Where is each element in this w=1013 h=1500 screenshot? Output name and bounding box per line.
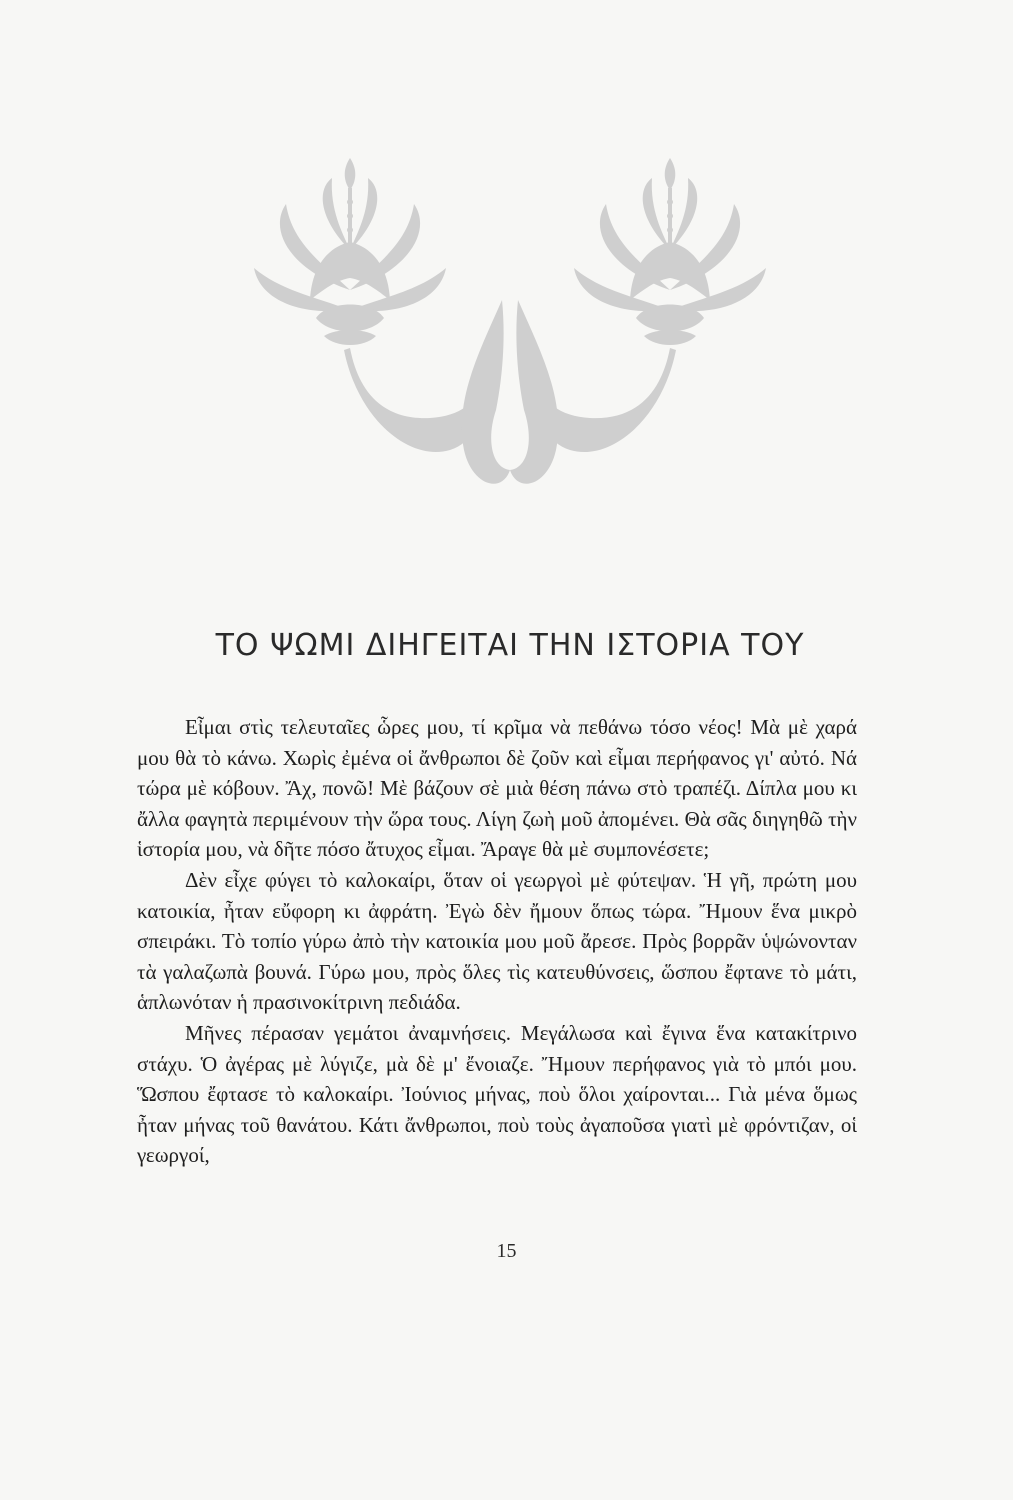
paragraph: Μῆνες πέρασαν γεμάτοι ἀναμνήσεις. Μεγάλωσα καὶ ἔγινα ἕνα κατακίτρινο στάχυ. Ὁ ἀγέρας μὲ λύγιζε, μὰ δὲ μ' ἔνοιαζε. Ἤμουν περήφανος γιὰ τὸ μπόι μου. Ὥσπου ἔφτασε τὸ καλοκαίρι. Ἰούνιος μήνας, ποὺ ὅλοι χαίρονται... Γιὰ μένα ὅμως ἦταν μήνας τοῦ θανάτου. Κάτι ἄνθρωποι, ποὺ τοὺς ἀγαποῦσα γιατὶ μὲ φρόντιζαν, οἱ γεωργοί,: [137, 1020, 857, 1168]
chapter-title: ΤΟ ΨΩΜΙ ΔΙΗΓΕΙΤΑΙ ΤΗΝ ΙΣΤΟΡΙΑ ΤΟΥ: [215, 628, 805, 663]
page-number: 15: [496, 1240, 517, 1262]
twin-tulip-ornament-icon: [240, 150, 780, 495]
paragraph: Εἶμαι στὶς τελευταῖες ὧρες μου, τί κρῖμα νὰ πεθάνω τόσο νέος! Μὰ μὲ χαρά μου θὰ τὸ κάνω. Χωρὶς ἐμένα οἱ ἄνθρωποι δὲ ζοῦν καὶ εἶμαι περήφανος γι' αὐτό. Νά τώρα μὲ κόβουν. Ἄχ, πονῶ! Μὲ βάζουν σὲ μιὰ θέση πάνω στὸ τραπέζι. Δίπλα μου κι ἄλλα φαγητὰ περιμένουν τὴν ὥρα τους. Λίγη ζωὴ μοῦ ἀπομένει. Θὰ σᾶς διηγηθῶ τὴν ἱστορία μου, νὰ δῆτε πόσο ἄτυχος εἶμαι. Ἄραγε θὰ μὲ συμπονέσετε;: [137, 715, 857, 862]
chapter-body: [137, 712, 857, 1171]
paragraph: Δὲν εἶχε φύγει τὸ καλοκαίρι, ὅταν οἱ γεωργοὶ μὲ φύτεψαν. Ἡ γῆ, πρώτη μου κατοικία, ἦταν εὔφορη κι ἀφράτη. Ἐγὼ δὲν ἤμουν ὅπως τώρα. Ἤμουν ἕνα μικρὸ σπειράκι. Τὸ τοπίο γύρω ἀπὸ τὴν κατοικία μου μοῦ ἄρεσε. Πρὸς βορρᾶν ὑψώνονταν τὰ γαλαζωπὰ βουνά. Γύρω μου, πρὸς ὅλες τὶς κατευθύνσεις, ὥσπου ἔφτανε τὸ μάτι, ἁπλωνόταν ἡ πρασινοκίτρινη πεδιάδα.: [137, 867, 857, 1015]
